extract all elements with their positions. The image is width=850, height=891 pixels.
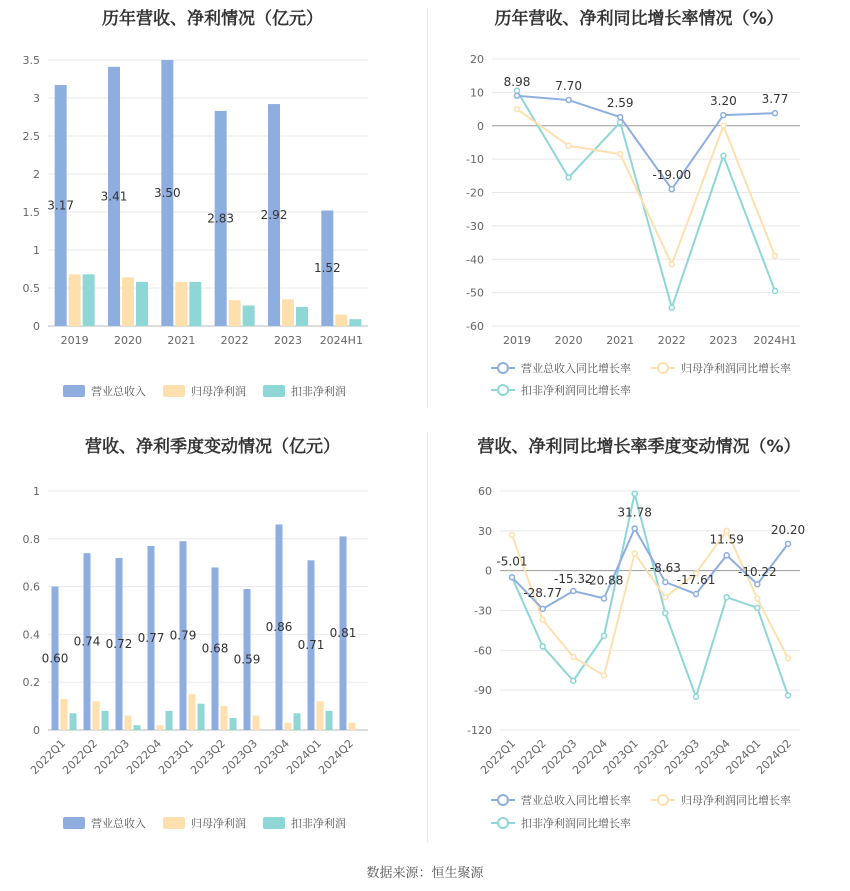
data-label: 0.74 [73,634,101,649]
y-tick-label: -30 [466,219,484,233]
y-tick-label: 0.8 [22,532,40,546]
legend-label: 扣非净利润同比增长率 [521,384,631,397]
bar-net-profit [221,706,228,730]
bar-deducted-profit [230,718,237,730]
bar-deducted-profit [134,725,141,730]
data-point [773,111,778,116]
legend-swatch [263,385,285,397]
legend-swatch [63,817,85,829]
y-tick-label: 2 [33,168,40,181]
data-point [618,152,623,157]
data-label: -28.77 [523,585,563,600]
bar-net-profit [253,716,260,730]
bar-net-profit [189,694,196,730]
data-point [694,694,699,699]
y-tick-label: 0 [485,564,492,578]
data-label: -10.22 [737,565,777,580]
x-tick-label: 2022Q1 [478,736,519,777]
bar-deducted-profit [294,713,301,730]
bar-net-profit [335,315,347,326]
data-label: 3.17 [47,198,75,213]
legend-label: 营业总收入 [91,385,146,398]
y-tick-label: -90 [474,684,492,698]
x-tick-label: 2024Q2 [754,736,795,777]
data-point [721,153,726,158]
legend-label: 营业总收入同比增长率 [521,794,631,807]
data-point [510,575,515,580]
x-tick-label: 2023Q3 [220,736,261,777]
chart-title: 历年营收、净利情况（亿元） [102,9,323,29]
x-tick-label: 2019 [60,334,89,347]
x-tick-label: 2022Q3 [539,736,580,777]
y-tick-label: 0 [33,724,40,737]
data-point [663,611,668,616]
annual-growth-chart [428,0,850,410]
bar-net-profit [175,282,187,326]
legend-marker [658,795,668,805]
x-tick-label: 2024Q2 [316,736,357,777]
data-label: -19.00 [652,168,692,183]
legend-marker [498,795,508,805]
data-point [515,107,520,112]
data-point [724,595,729,600]
data-point [618,115,623,120]
bar-net-profit [61,699,68,730]
bar-deducted-profit [243,305,255,326]
data-point [566,175,571,180]
data-label: -20.88 [584,573,624,588]
data-point [571,589,576,594]
data-point [571,678,576,683]
legend-label: 扣非净利润 [291,385,346,398]
x-tick-label: 2022 [657,334,686,347]
quarterly-growth-chart [428,428,850,848]
y-tick-label: -10 [466,153,484,167]
data-point [786,541,791,546]
data-label: 20.20 [770,522,806,537]
data-point [602,673,607,678]
legend-label: 扣非净利润 [291,817,346,830]
x-tick-label: 2023 [709,334,738,347]
bar-deducted-profit [136,282,148,326]
x-tick-label: 2020 [114,334,142,347]
data-point [786,693,791,698]
x-tick-label: 2022Q4 [570,736,611,777]
y-tick-label: -20 [466,186,484,200]
data-point [663,580,668,585]
y-tick-label: 3 [33,92,40,105]
x-tick-label: 2023Q1 [600,736,641,777]
data-label: 3.20 [710,94,737,109]
data-label: -5.01 [496,554,528,569]
x-tick-label: 2023Q2 [188,736,229,777]
bar-deducted-profit [326,711,333,730]
y-tick-label: -60 [474,644,492,658]
bar-net-profit [229,300,241,326]
data-label: -15.32 [553,572,593,587]
data-label: 1.52 [313,261,341,276]
data-label: 3.77 [761,92,789,107]
y-tick-label: 3.5 [22,54,40,67]
quarterly-revenue-profit-panel [0,428,425,848]
legend-label: 扣非净利润同比增长率 [521,817,631,830]
data-point [786,656,791,661]
y-tick-label: -60 [466,320,484,333]
bar-net-profit [317,701,324,730]
x-tick-label: 2022Q1 [28,736,69,777]
x-tick-label: 2021 [606,334,635,347]
legend-swatch [263,817,285,829]
y-tick-label: 1.5 [22,206,40,219]
data-label: 8.98 [503,74,531,89]
bar-net-profit [285,723,292,730]
data-label: 0.72 [105,636,133,651]
data-label: 11.59 [709,532,744,547]
legend-swatch [63,385,85,397]
y-tick-label: 2.5 [22,130,40,143]
y-tick-label: 60 [478,485,492,498]
x-tick-label: 2024Q1 [723,736,764,777]
x-tick-label: 2019 [503,334,531,347]
data-point [571,654,576,659]
x-tick-label: 2023 [274,334,302,347]
data-point [566,143,571,148]
data-point [773,253,778,258]
data-label: 0.77 [137,630,165,645]
series-line [517,91,775,308]
bar-deducted-profit [296,307,308,326]
legend-label: 归母净利润同比增长率 [681,362,791,375]
data-label: 0.68 [201,641,229,656]
x-tick-label: 2023Q1 [156,736,197,777]
y-tick-label: 0.4 [22,628,40,642]
data-point [694,592,699,597]
data-point [724,553,729,558]
chart-title: 营收、净利季度变动情况（亿元） [85,437,340,457]
y-tick-label: 0.5 [22,282,40,295]
x-tick-label: 2024H1 [753,334,797,347]
x-tick-label: 2022 [220,334,249,347]
y-tick-label: 0.6 [22,580,40,594]
legend-label: 营业总收入 [91,817,146,830]
data-label: 2.83 [207,211,235,226]
legend-marker [498,385,508,395]
legend-swatch [163,817,185,829]
data-label: 0.79 [169,628,197,643]
y-tick-label: 0.2 [22,676,40,690]
x-tick-label: 2023Q3 [662,736,703,777]
bar-net-profit [157,725,164,730]
data-point [632,526,637,531]
data-label: 0.86 [265,620,293,635]
x-tick-label: 2022Q4 [124,736,165,777]
data-point [540,606,545,611]
data-point [632,551,637,556]
annual-growth-panel [428,0,850,410]
data-label: 2.92 [260,208,288,223]
data-label: 7.70 [555,79,582,94]
data-point [602,596,607,601]
bar-net-profit [125,716,132,730]
x-tick-label: 2022Q2 [508,736,549,777]
data-point [721,113,726,118]
x-tick-label: 2023Q4 [252,736,293,777]
bar-deducted-profit [198,704,205,730]
legend-marker [498,363,508,373]
bar-deducted-profit [166,711,173,730]
data-label: 0.60 [41,651,69,666]
data-label: -17.61 [676,573,716,588]
y-tick-label: 1 [33,244,40,257]
data-point [663,595,668,600]
chart-title: 历年营收、净利同比增长率情况（%） [494,9,784,29]
x-tick-label: 2021 [167,334,196,347]
bar-net-profit [122,277,134,326]
legend-label: 归母净利润 [191,817,246,830]
data-point [669,262,674,267]
y-tick-label: -50 [466,286,484,300]
data-point [755,596,760,601]
x-tick-label: 2022Q3 [92,736,133,777]
legend-label: 归母净利润 [191,385,246,398]
y-tick-label: -40 [466,253,484,267]
y-tick-label: 20 [470,53,484,66]
data-label: 3.41 [100,189,128,204]
y-tick-label: 0 [477,119,484,133]
bar-deducted-profit [83,274,95,326]
legend-label: 归母净利润同比增长率 [681,794,791,807]
data-point [602,633,607,638]
y-tick-label: -30 [474,604,492,618]
data-point [515,93,520,98]
annual-revenue-profit-chart [0,0,425,410]
x-tick-label: 2024H1 [319,334,363,347]
quarterly-revenue-profit-chart [0,428,425,848]
data-point [510,532,515,537]
y-tick-label: -120 [467,724,492,737]
y-tick-label: 1 [33,485,40,498]
x-tick-label: 2020 [554,334,583,347]
data-label: 0.71 [297,638,325,653]
quarterly-growth-panel [428,428,850,848]
data-label: 2.59 [606,96,634,111]
annual-revenue-profit-panel [0,0,425,410]
legend-label: 营业总收入同比增长率 [521,362,631,375]
data-point [669,305,674,310]
data-point [566,98,571,103]
bar-deducted-profit [70,713,77,730]
data-label: 31.78 [617,505,652,520]
data-source-footer: 数据来源：恒生聚源 [366,866,484,881]
data-label: 3.50 [153,186,181,200]
data-point [540,617,545,622]
bar-deducted-profit [189,282,201,326]
data-point [755,582,760,587]
x-tick-label: 2023Q4 [692,736,733,777]
bar-deducted-profit [349,319,361,326]
y-tick-label: 10 [470,86,484,100]
y-tick-label: 0 [33,320,40,333]
x-tick-label: 2022Q2 [60,736,101,777]
legend-swatch [163,385,185,397]
data-point [755,605,760,610]
bar-net-profit [282,299,294,326]
y-tick-label: 30 [478,524,492,538]
data-label: 0.59 [233,652,261,667]
data-point [773,288,778,293]
bar-net-profit [69,274,81,326]
bar-net-profit [349,723,356,730]
x-tick-label: 2023Q2 [631,736,672,777]
x-tick-label: 2024Q1 [284,736,325,777]
series-line [517,109,775,264]
data-label: 0.81 [329,626,357,641]
bar-deducted-profit [102,711,109,730]
data-point [540,644,545,649]
legend-marker [498,818,508,828]
data-point [669,187,674,192]
data-point [721,123,726,128]
data-point [632,491,637,496]
chart-title: 营收、净利同比增长率季度变动情况（%） [477,437,801,457]
legend-marker [658,363,668,373]
bar-net-profit [93,701,100,730]
data-point [515,88,520,93]
series-line [517,96,775,189]
data-label: -8.63 [649,561,681,576]
